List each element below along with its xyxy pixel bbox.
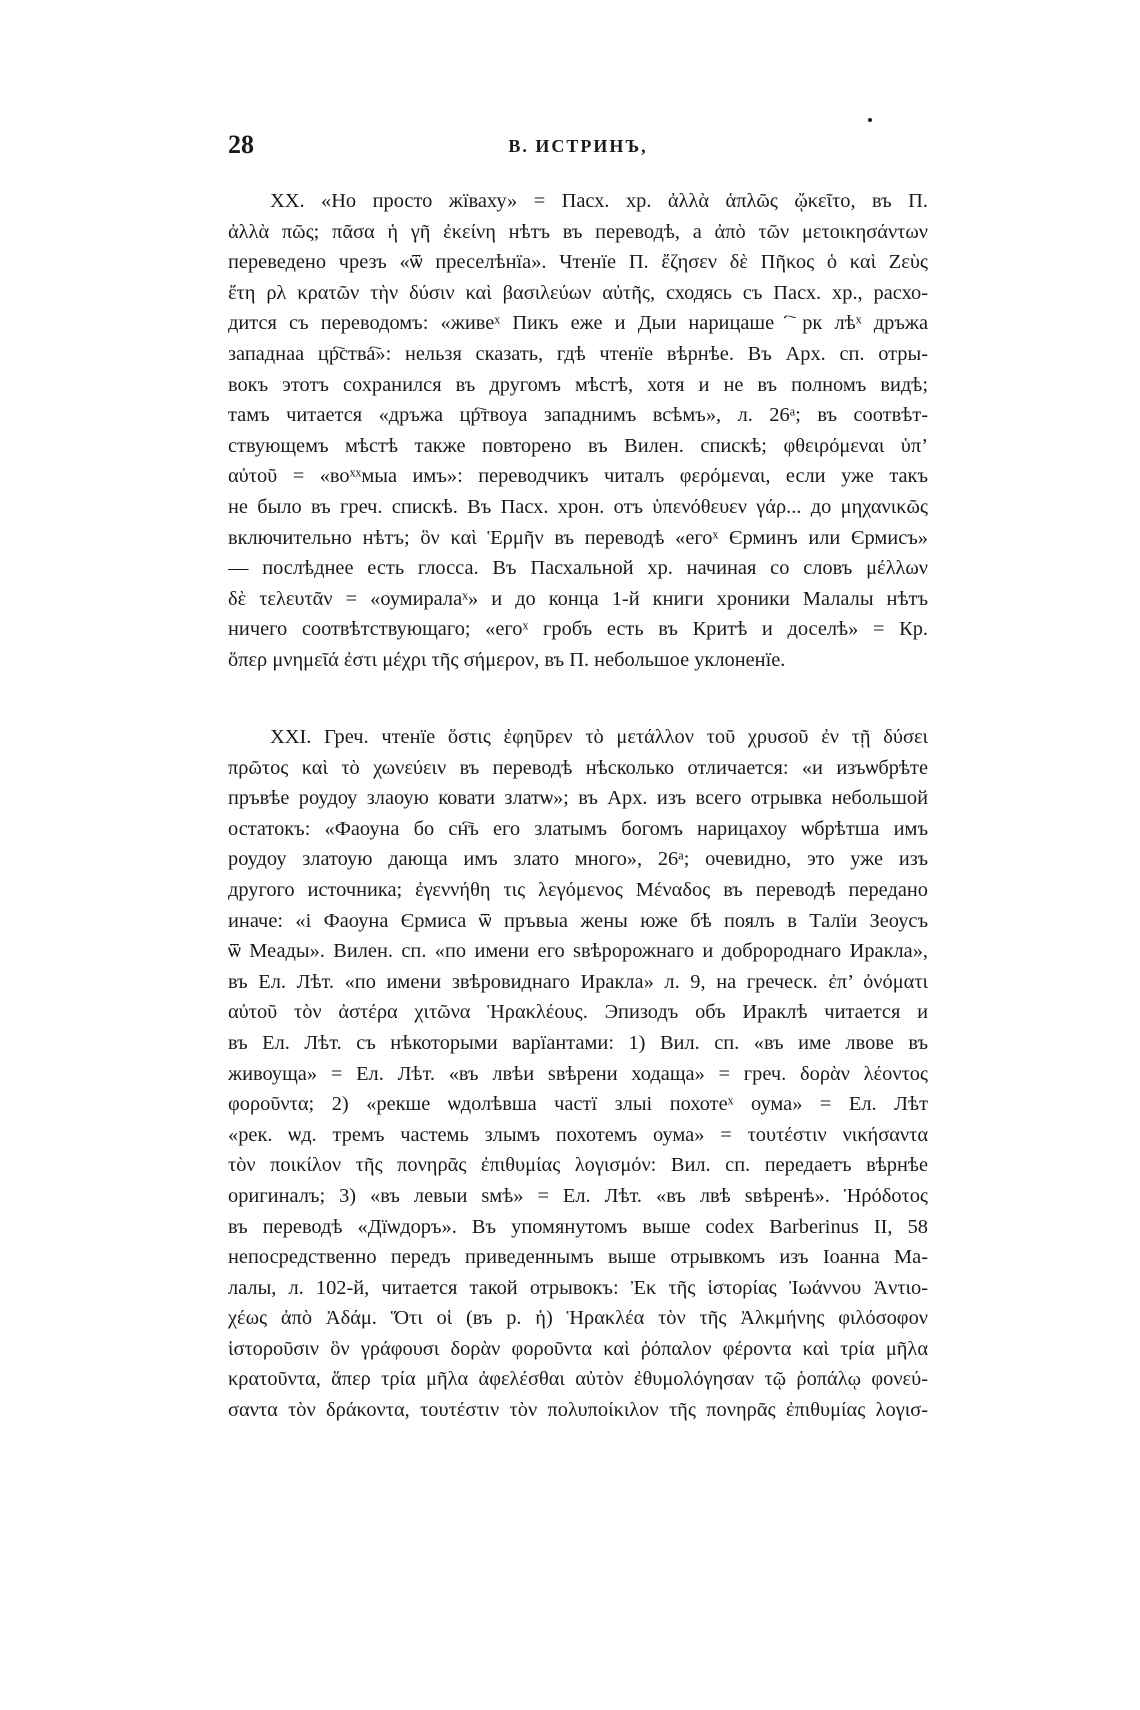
text-line: остатокъ: «Фаоуна бо сн҇ъ его златымъ богомъ нарицахоу ѡбрѣтша имъ <box>228 817 928 840</box>
text-line: тамъ читается «дръжа цр҇твоуа западнимъ всѣмъ», л. 26ᵃ; въ соотвѣт- <box>228 404 928 427</box>
text-line: въ Ел. Лѣт. съ нѣкоторыми варїантами: 1) Вил. сп. «въ име лвове въ <box>228 1031 928 1054</box>
text-line: κρατοῦντα, ἅπερ τρία μῆλα ἀφελέσθαι αὐτὸν ἐθυμολόγησαν τῷ ῥοπάλῳ φονεύ- <box>228 1368 928 1391</box>
text-line: другого источника; ἐγεννήθη τις λεγόμενος Μέναδος въ переводѣ передано <box>228 878 928 901</box>
text-line: ἱστοροῦσιν ὃν γράφουσι δορὰν φοροῦντα καὶ ῥόπαλον φέροντα καὶ τρία μῆλα <box>228 1337 928 1360</box>
text-line: — послѣднее есть глосса. Въ Пасхальной хр. начиная со словъ μέλλων <box>228 557 928 580</box>
page-mark <box>868 118 872 122</box>
text-line: дится съ переводомъ: «живеˣ Пикъ еже и Дыи нарицашеⷭ҇ рк лѣˣ дръжа <box>228 312 928 335</box>
text-line: XX. «Но просто жїваху» = Пасх. хр. ἀλλὰ ἁπλῶς ᾤκεῖτο, въ П. <box>270 190 928 212</box>
text-line: въ Ел. Лѣт. «по имени звѣровиднаго Иракла» л. 9, на греческ. ἐπ’ ὀνόματι <box>228 970 928 993</box>
text-line: не было въ греч. спискѣ. Въ Пасх. хрон. отъ ὑπενόθευεν γάρ... до μηχανικῶς <box>228 495 928 518</box>
text-line: δὲ τελευτᾶν = «оумиралаˣ» и до конца 1-й книги хроники Малалы нѣтъ <box>228 587 928 610</box>
text-line: ничего соотвѣтствующаго; «егоˣ гробъ есть въ Критѣ и доселѣ» = Кр. <box>228 618 928 641</box>
text-line: пръвѣе роудоу злаоую ковати златѡ»; въ Арх. изъ всего отрывка небольшой <box>228 787 928 810</box>
text-line: ὅπερ μνημεῖά ἐστι μέχρι τῆς σήμερον, въ П. небольшое уклоненїе. <box>228 648 786 671</box>
text-line: σαντα τὸν δράκοντα, τουτέστιν τὸν πολυποίκιλον τῆς πονηρᾶς ἐπιθυμίας λογισ- <box>228 1399 928 1422</box>
text-line: ἔτη ρλ κρατῶν τὴν δύσιν καὶ βασιλεύων αὐτῆς, сходясь съ Пасх. хр., расхо- <box>228 281 928 304</box>
text-line: живоуща» = Ел. Лѣт. «въ лвѣи ѕвѣрени ходаща» = греч. δορὰν λέοντος <box>228 1062 928 1085</box>
text-line: πρῶτος καὶ τὸ χωνεύειν въ переводѣ нѣсколько отличается: «и изъѡбрѣте <box>228 756 928 779</box>
text-line: ствующемъ мѣстѣ также повторено въ Вилен. спискѣ; φθειρόμεναι ὑπ’ <box>228 434 928 457</box>
text-line: αὐτοῦ τὸν ἀστέρα χιτῶνα Ἡρακλέους. Эпизодъ объ Ираклѣ читается и <box>228 1001 928 1024</box>
text-line: αὐτοῦ = «воˣˣмыа имъ»: переводчикъ читалъ φερόμεναι, если уже такъ <box>228 465 928 488</box>
text-line: XXI. Греч. чтенїе ὅστις ἐφηῦρεν τὸ μετάλλον τοῦ χρυσοῦ ἐν τῇ δύσει <box>270 726 928 748</box>
text-line: вокъ этотъ сохранился въ другомъ мѣстѣ, хотя и не въ полномъ видѣ; <box>228 373 928 396</box>
text-line: оригиналъ; 3) «въ левыи ѕмѣ» = Ел. Лѣт. «въ лвѣ ѕвѣренѣ». Ἡρόδοτος <box>228 1184 928 1207</box>
section-xx <box>228 186 928 676</box>
page-number: 28 <box>228 130 254 159</box>
text-line: χέως ἀπὸ Ἀδάμ. Ὅτι οἱ (въ р. ἡ) Ἡρακλέα τὸν τῆς Ἀλκμήνης φιλόσοφον <box>228 1307 928 1330</box>
text-line: западнаа цр҇ства҇»: нельзя сказать, гдѣ чтенїе вѣрнѣе. Въ Арх. сп. отры- <box>228 342 928 365</box>
text-line: въ переводѣ «Дїѡдоръ». Въ упомянутомъ выше codex Barberinus II, 58 <box>228 1215 928 1238</box>
text-line: «рек. ѡд. тремъ частемь злымъ похотемъ оума» = τουτέστιν νικήσαντα <box>228 1123 928 1146</box>
text-line: переведено чрезъ «ѿ преселѣнїа». Чтенїе П. ἔζησεν δὲ Πῆκος ὁ καὶ Ζεὺς <box>228 251 928 274</box>
text-line: включительно нѣтъ; ὃν καὶ Ἑρμῆν въ переводѣ «егоˣ Єрминъ или Єрмисъ» <box>228 526 928 549</box>
running-head: В. ИСТРИНЪ, <box>508 136 648 156</box>
text-line: роудоу златоую дающа имъ злато много», 26ᵃ; очевидно, это уже изъ <box>228 848 928 871</box>
text-line: лалы, л. 102-й, читается такой отрывокъ: Ἐκ τῆς ἱστορίας Ἰωάννου Ἀντιο- <box>228 1276 928 1299</box>
text-line: непосредственно передъ приведеннымъ выше отрывкомъ изъ Іоанна Ма- <box>228 1246 928 1269</box>
text-line: ἀλλὰ πῶς; πᾶσα ἡ γῆ ἐκείνη нѣтъ въ переводѣ, а ἀπὸ τῶν μετοικησάντων <box>228 220 928 243</box>
section-xxi <box>228 722 928 1426</box>
text-line: τὸν ποικίλον τῆς πονηρᾶς ἐπιθυμίας λογισμόν: Вил. сп. передаетъ вѣрнѣе <box>228 1154 928 1177</box>
text-line: иначе: «і Фаоуна Єрмиса ѿ пръвыа жены юже бѣ поялъ в Талїи Зеоусъ <box>228 909 928 932</box>
text-line: φοροῦντα; 2) «рекше ѡдолѣвша частї злыі похотеˣ оума» = Ел. Лѣт <box>228 1093 928 1116</box>
page-header <box>228 130 928 170</box>
text-line: ѿ Меады». Вилен. сп. «по имени его ѕвѣророжнаго и добророднаго Иракла», <box>228 940 928 963</box>
